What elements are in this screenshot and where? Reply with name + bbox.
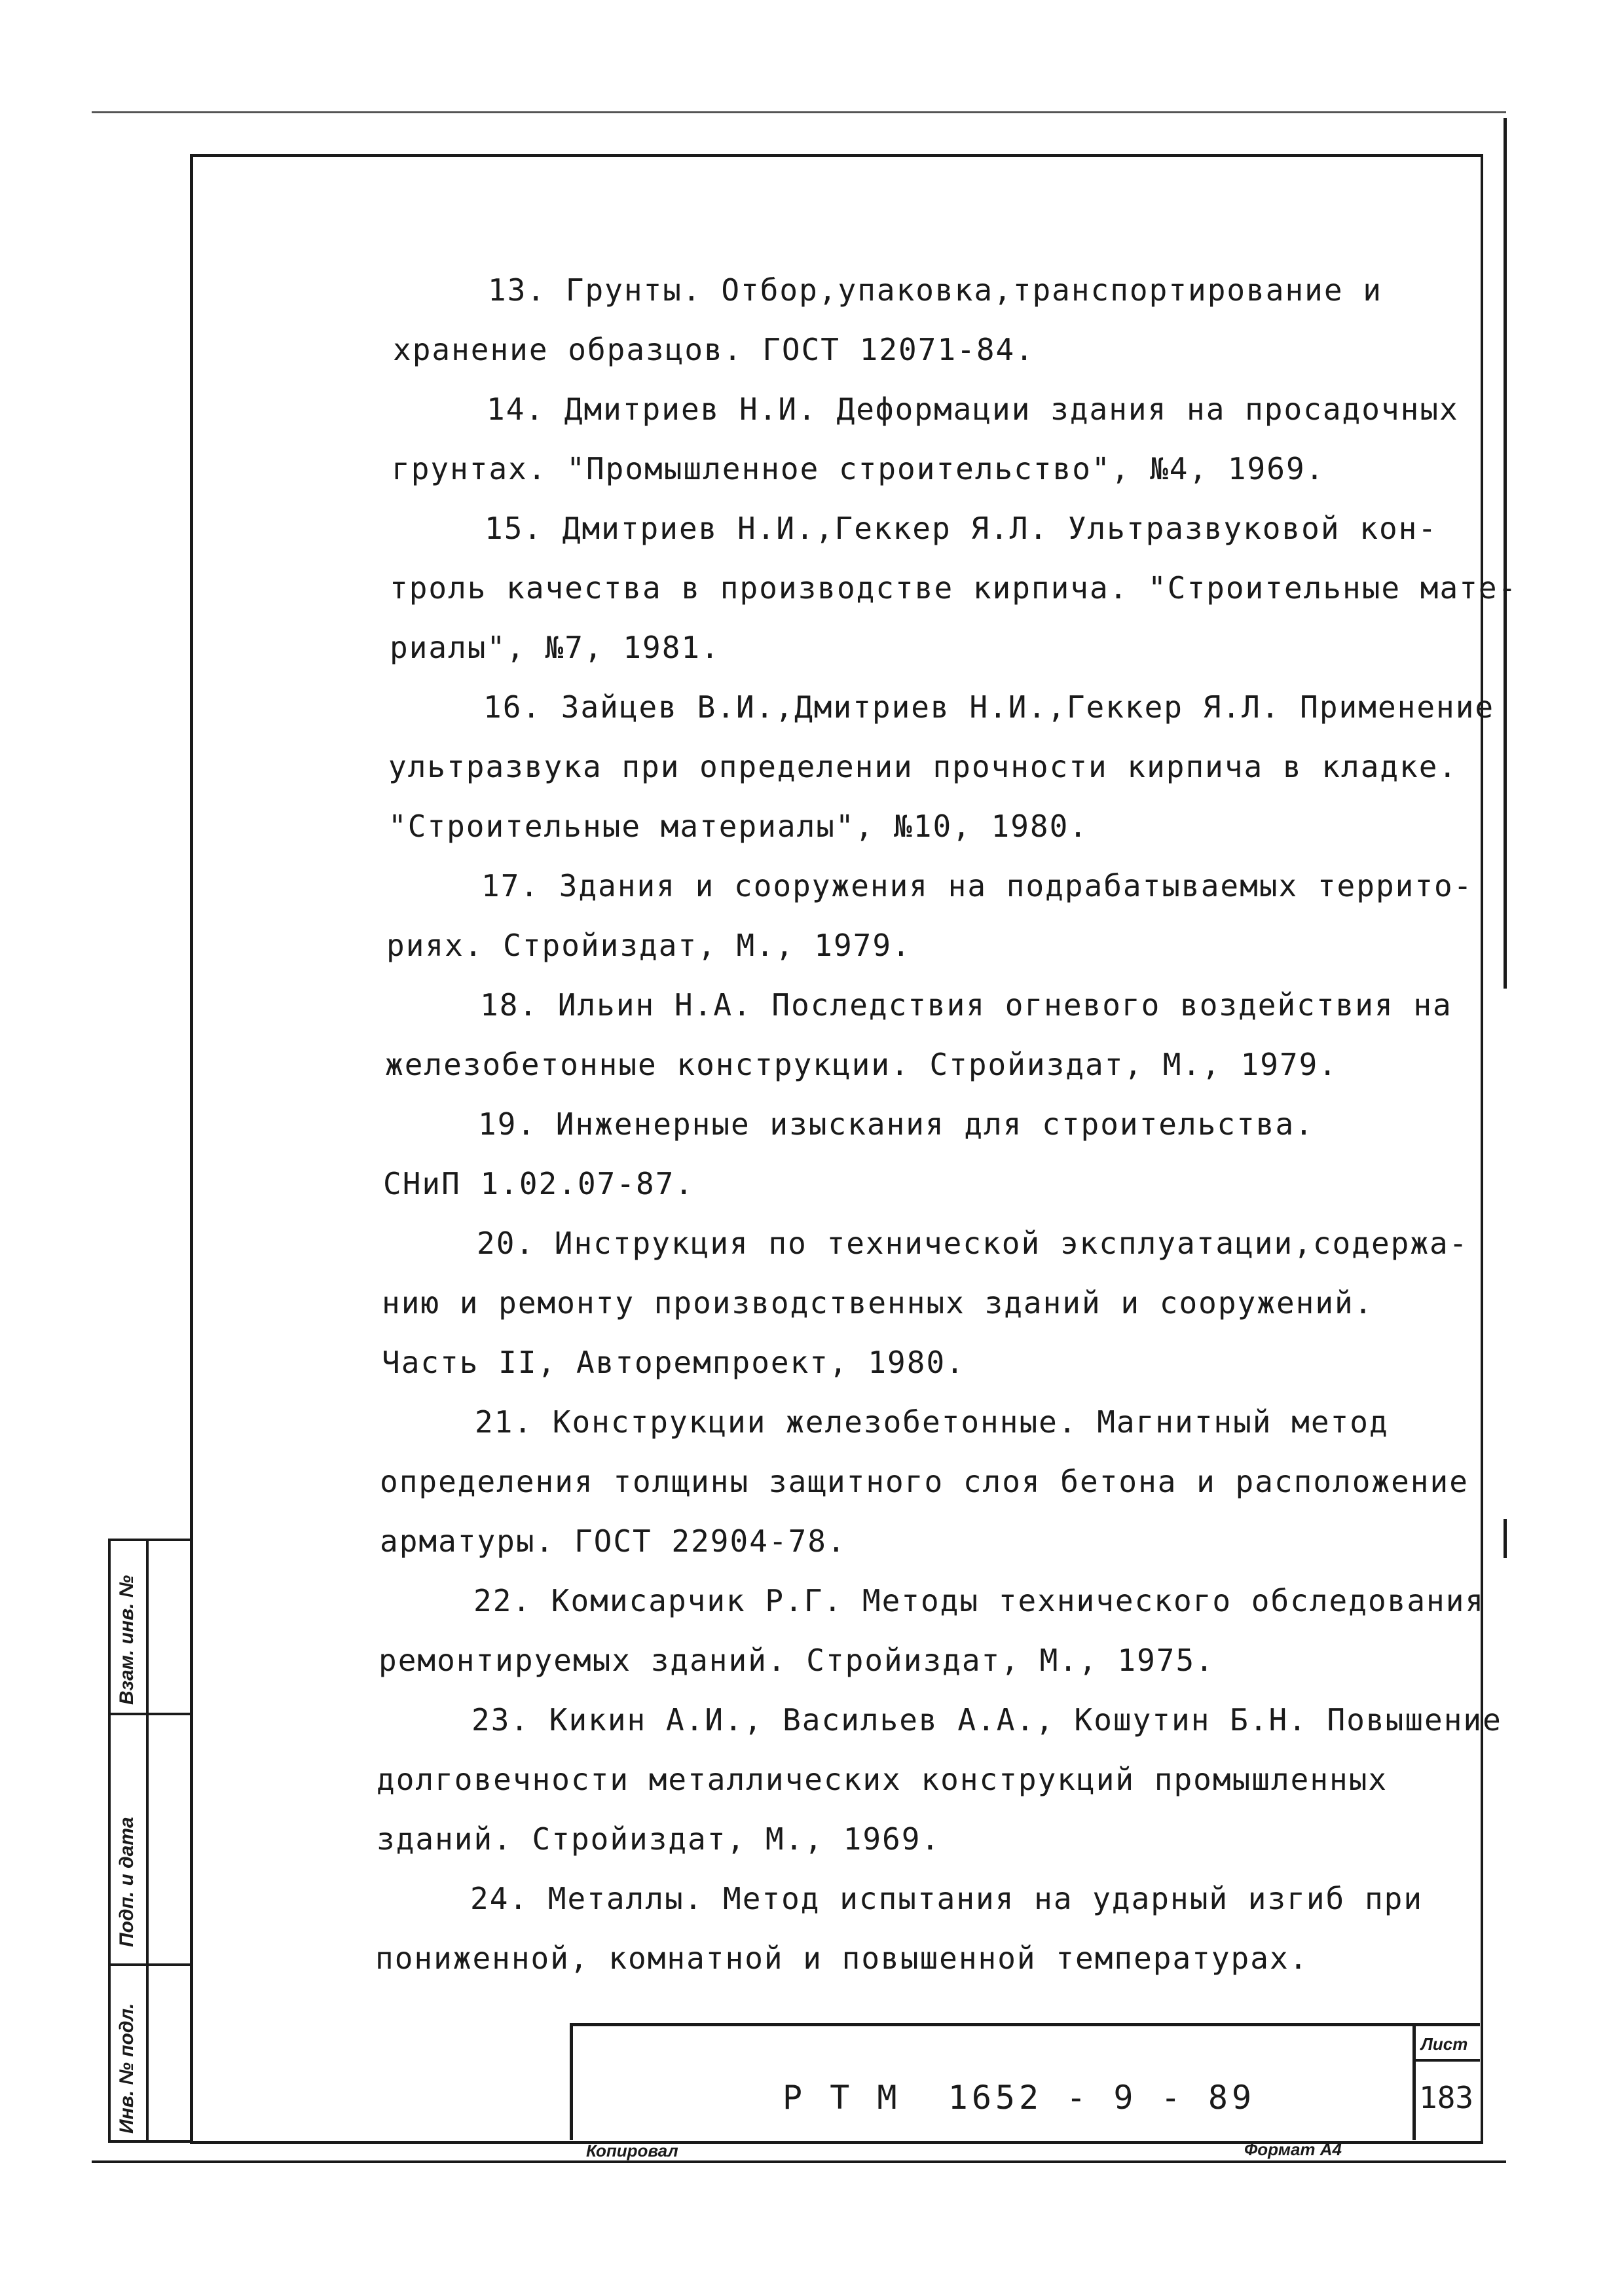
- format-label: Формат А4: [1244, 2140, 1342, 2159]
- reference-item-line: зданий. Стройиздат, М., 1969.: [377, 1821, 941, 1857]
- reference-item-line: железобетонные конструкции. Стройиздат, М., 1979.: [385, 1047, 1338, 1082]
- side-stamp-row-divider-1: [111, 1713, 193, 1715]
- reference-item-first-line: 22. Комисарчик Р.Г. Методы технического обследования: [473, 1583, 1485, 1618]
- inv-orig-label: Инв. № подл.: [116, 2003, 138, 2134]
- bottom-edge-line: [92, 2160, 1506, 2163]
- reference-item-line: долговечности металлических конструкций промышленных: [377, 1762, 1388, 1797]
- reference-item-first-line: 15. Дмитриев Н.И.,Геккер Я.Л. Ультразвуковой кон-: [485, 511, 1438, 546]
- reference-item-first-line: 19. Инженерные изыскания для строительства.: [478, 1106, 1314, 1142]
- reference-item-line: троль качества в производстве кирпича. "Строительные мате-: [390, 570, 1518, 606]
- reference-item-line: ультразвука при определении прочности кирпича в кладке.: [388, 749, 1458, 784]
- reference-item-first-line: 16. Зайцев В.И.,Дмитриев Н.И.,Геккер Я.Л. Применение: [483, 689, 1495, 725]
- reference-item-first-line: 24. Металлы. Метод испытания на ударный изгиб при: [470, 1881, 1424, 1916]
- reference-item-first-line: 17. Здания и сооружения на подрабатываемых террито-: [481, 868, 1473, 903]
- side-stamp-divider: [146, 1541, 149, 2140]
- outer-right-border-lower: [1504, 1519, 1507, 1558]
- doc-code: Р Т М 1652 - 9 - 89: [783, 2079, 1256, 2117]
- copied-label: Копировал: [586, 2141, 678, 2160]
- reference-item-first-line: 18. Ильин Н.А. Последствия огневого воздействия на: [480, 987, 1452, 1023]
- sheet-number: 183: [1419, 2080, 1474, 2115]
- reference-item-first-line: 23. Кикин А.И., Васильев А.А., Кошутин Б.Н. Повышение: [471, 1702, 1502, 1738]
- reference-item-line: нию и ремонту производственных зданий и сооружений.: [382, 1285, 1374, 1321]
- reference-item-line: Часть II, Авторемпроект, 1980.: [382, 1345, 965, 1380]
- title-block-sheet-row: [1412, 2059, 1480, 2062]
- outer-right-border: [1504, 118, 1507, 989]
- reference-item-line: риалы", №7, 1981.: [390, 630, 720, 665]
- reference-item-line: определения толщины защитного слоя бетона и расположение: [380, 1464, 1469, 1499]
- side-stamp: [108, 1539, 193, 2143]
- sign-date-label: Подп. и дата: [116, 1817, 138, 1947]
- side-stamp-row-divider-2: [111, 1963, 193, 1966]
- reference-item-line: "Строительные материалы", №10, 1980.: [388, 809, 1088, 844]
- reference-item-first-line: 20. Инструкция по технической эксплуатации,содержа-: [477, 1226, 1469, 1261]
- reference-item-line: хранение образцов. ГОСТ 12071-84.: [393, 332, 1035, 367]
- reference-item-first-line: 21. Конструкции железобетонные. Магнитный метод: [475, 1404, 1389, 1440]
- reference-item-first-line: 13. Грунты. Отбор,упаковка,транспортирование и: [488, 272, 1382, 308]
- top-edge-line: [92, 111, 1506, 113]
- title-block-sheet-divider: [1412, 2026, 1416, 2140]
- reference-item-line: грунтах. "Промышленное строительство", №4, 1969.: [392, 451, 1325, 486]
- replace-inv-label: Взам. инв. №: [116, 1575, 138, 1705]
- reference-item-line: арматуры. ГОСТ 22904-78.: [380, 1523, 847, 1559]
- reference-item-line: риях. Стройиздат, М., 1979.: [386, 928, 912, 963]
- reference-item-line: ремонтируемых зданий. Стройиздат, М., 1975.: [378, 1643, 1215, 1678]
- sheet-label: Лист: [1421, 2034, 1468, 2054]
- reference-item-first-line: 14. Дмитриев Н.И. Деформации здания на просадочных: [487, 392, 1459, 427]
- title-block: [570, 2023, 1480, 2140]
- reference-item-line: СНиП 1.02.07-87.: [383, 1166, 695, 1201]
- reference-item-line: пониженной, комнатной и повышенной температурах.: [375, 1941, 1309, 1976]
